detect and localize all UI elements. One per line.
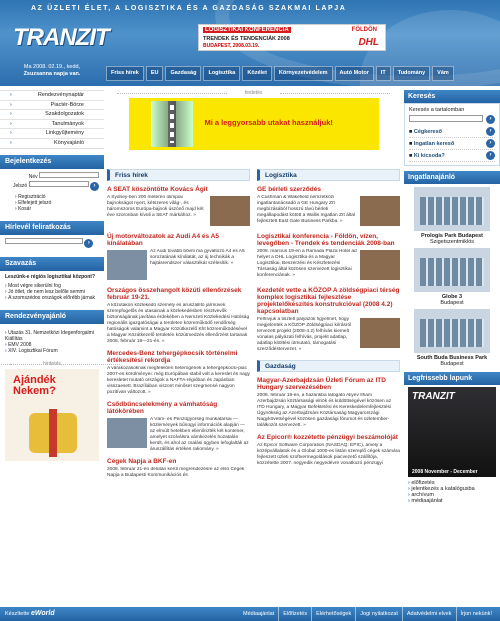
event-item[interactable]: › XIV. Logisztikai Fórum bbox=[5, 348, 99, 354]
article-title[interactable]: Mercedes-Benz tehergépkocsik történelmi értékesítési rekordja bbox=[107, 350, 238, 364]
footer-link[interactable]: Jogi nyilatkozat bbox=[355, 607, 402, 621]
go-button[interactable]: › bbox=[486, 127, 495, 136]
house-icon: ■ bbox=[409, 141, 414, 147]
footer-links bbox=[239, 607, 496, 621]
article bbox=[107, 233, 250, 282]
magazine-cover-title: TRANZIT bbox=[412, 391, 455, 402]
poll-answers bbox=[5, 283, 99, 301]
logistics-articles bbox=[257, 186, 400, 353]
search-box bbox=[404, 103, 500, 166]
property-location: Szigetszentmiklós bbox=[429, 239, 475, 245]
article bbox=[257, 377, 400, 429]
article-title[interactable]: GE bérleti szerződés bbox=[257, 186, 321, 193]
economy-articles bbox=[257, 377, 400, 467]
article-summary: Az Epicor Software Corporation (NASDAQ: EPIC), amely a középvállalatok és a Global 1000-es listán szereplő cégek számára fejleszett üzleti szoftvermegoldások piacvezető szállítója, közzétette 2007. negyedik negyedévre vonatkozó pénzügyi bbox=[257, 443, 400, 466]
article-thumbnail[interactable] bbox=[360, 250, 400, 280]
article bbox=[107, 287, 250, 345]
tagline: AZ ÜZLETI ÉLET, A LOGISZTIKA ÉS A GAZDASÁG SZAKMAI LAPJA bbox=[31, 5, 347, 12]
article bbox=[257, 287, 400, 353]
nav-item[interactable]: Tudomány bbox=[393, 66, 430, 81]
property-header: Ingatlanajánló bbox=[404, 171, 500, 184]
newsletter-header: Hírlevél feliratkozás bbox=[0, 221, 104, 235]
article-title[interactable]: Országos összehangolt közúti ellenőrzések február 19-21. bbox=[107, 287, 242, 301]
left-menu-item[interactable]: › Szakdolgozatok bbox=[0, 109, 104, 119]
property-name[interactable]: Prologis Park Budapest Szigetszentmiklós bbox=[404, 233, 500, 245]
search-link-row bbox=[409, 126, 495, 138]
search-button[interactable]: › bbox=[486, 115, 495, 124]
article-summary: 2008. február 21-én délután kerül megrendezésre az első Cégek Napja a Budapesti Kommunikációs és bbox=[107, 467, 245, 478]
page-header bbox=[0, 0, 500, 86]
article-thumbnail[interactable] bbox=[210, 196, 250, 226]
nav-item[interactable]: IT bbox=[376, 66, 391, 81]
article-title[interactable]: Csődbűncselekmény a vámhatóság látókörében bbox=[107, 401, 218, 415]
left-menu-item[interactable]: › Tanulmányok bbox=[0, 119, 104, 129]
article-thumbnail[interactable] bbox=[360, 318, 400, 348]
property-list bbox=[404, 187, 500, 367]
poll-box bbox=[0, 271, 104, 304]
article bbox=[107, 458, 250, 479]
dhl-logo: DHL bbox=[358, 37, 379, 48]
ad-label: hirdetés bbox=[107, 90, 400, 96]
newsletter-submit-button[interactable]: › bbox=[84, 239, 93, 248]
header-ad-banner[interactable] bbox=[198, 24, 386, 51]
article-title[interactable]: A SEAT köszöntötte Kovács Ágit bbox=[107, 186, 208, 193]
article-thumbnail[interactable] bbox=[107, 418, 147, 448]
search-link-row bbox=[409, 138, 495, 150]
site-logo[interactable]: TRANZIT bbox=[13, 24, 109, 51]
main-nav bbox=[0, 62, 500, 86]
column-title: Gazdaság bbox=[257, 360, 400, 372]
left-menu-item[interactable]: › Könyvajánló bbox=[0, 138, 104, 148]
go-button[interactable]: › bbox=[486, 151, 495, 160]
article-summary: Felhívjuk a tisztelt pályázók figyelmét, hogy megjelentek a KÖZOP Zöldségpiaci kiírásról tervezett projekt (2008-4.2) felhívás kiemelt vonalas pályázati felhívás, projekt adatlap, adatlap kitöltési útmutató, támogatási szerződéstervezet. » bbox=[257, 317, 400, 353]
magazine-cover[interactable] bbox=[408, 387, 496, 477]
article-title[interactable]: Cégek Napja a BKF-en bbox=[107, 458, 177, 465]
password-label: Jelszó bbox=[13, 182, 28, 189]
center-ad-banner[interactable] bbox=[129, 98, 379, 150]
left-menu bbox=[0, 90, 104, 149]
go-button[interactable]: › bbox=[486, 139, 495, 148]
article-summary: A Vám- és Pénzügyőrség munkatársai — közlemények bűnügyi információk alapján — az elmúlt hetekben ellenőrizték két kontener, amelyet szolválsra vámkezelés hozatalán került, és ahol az csalási ügyben lefoglalták az áruszállítás értékes rakomány. » bbox=[107, 417, 250, 453]
main-content bbox=[107, 90, 400, 478]
left-sidebar bbox=[0, 90, 104, 463]
magazine-header: Legfrissebb lapunk bbox=[404, 372, 500, 385]
poll-answer[interactable]: › A szomszédos országok előrébb járnak bbox=[5, 295, 99, 301]
ad-subtitle: TRENDEK ÉS TENDENCIÁK 2008 bbox=[203, 36, 290, 42]
login-link[interactable]: › Elfelejett jelszó bbox=[15, 200, 99, 206]
column-title: Logisztika bbox=[257, 169, 400, 181]
article-thumbnail[interactable] bbox=[107, 250, 147, 280]
ad-date: BUDAPEST, 2008.03.19. bbox=[203, 43, 260, 49]
right-sidebar bbox=[404, 90, 500, 504]
article-title[interactable]: Magyar-Azerbajdzsán Üzleti Fórum az ITD Hungary szervezésében bbox=[257, 377, 386, 391]
magazine-link[interactable]: › előfizetés bbox=[408, 480, 500, 486]
logistics-column bbox=[257, 169, 400, 467]
poll-answer[interactable]: › Jó ötlet, de nem lesz belőle semmi bbox=[5, 289, 99, 295]
property-location: Budapest bbox=[440, 361, 464, 367]
article bbox=[107, 401, 250, 453]
events-list bbox=[5, 330, 99, 354]
property-image[interactable] bbox=[414, 248, 490, 292]
login-box bbox=[0, 169, 104, 215]
search-link[interactable]: Cégkereső bbox=[413, 129, 442, 135]
search-link-row bbox=[409, 150, 495, 162]
event-item[interactable]: › EMV 2008 bbox=[5, 342, 99, 348]
left-menu-item[interactable]: › Rendezvénynaptár bbox=[0, 90, 104, 100]
nav-item[interactable]: Autó Motor bbox=[335, 66, 374, 81]
article bbox=[107, 350, 250, 396]
magazine-link[interactable]: › médiaajánlat bbox=[408, 498, 500, 504]
ad-sponsor: FÖLDÖN bbox=[351, 27, 377, 33]
login-header: Bejelentkezés bbox=[0, 155, 104, 169]
magazine-links bbox=[408, 480, 500, 504]
search-link[interactable]: Ingatlan kereső bbox=[413, 141, 455, 147]
nav-item[interactable]: Közélet bbox=[242, 66, 272, 81]
magazine-issue: 2008 November - December bbox=[412, 469, 478, 475]
article bbox=[107, 186, 250, 228]
poll-question: Leszünk-e régiós logisztikai központ? bbox=[5, 273, 96, 280]
ad-title: LOGISZTIKAI KONFERENCIA bbox=[205, 27, 289, 33]
nav-item[interactable]: EU bbox=[146, 66, 164, 81]
ad-label: hirdetés bbox=[0, 361, 104, 367]
left-menu-item[interactable]: › Linkgyűjtemény bbox=[0, 128, 104, 138]
nav-item[interactable]: Friss hírek bbox=[106, 66, 144, 81]
article-summary: A közutakon közlekedő személy és áruszállító járművek szerepfogelős és utasainak a közlekedésben résztvevők biztonságának javítása érdekében a Nemzeti Közlekedési Hatóság regionális igazgatóságai a területen közreműködő rendőrség hatóságok valamint a Magyar Közútkezelő Kht közreműködésével a Magyar Közútkezelő területén közútmedzés ellenőrzést tartanak 2008. február 19—21-én. » bbox=[107, 303, 250, 344]
footer-link[interactable]: Írjon nekünk! bbox=[456, 607, 497, 621]
ad-text: Ajándék Nekem? bbox=[13, 373, 56, 397]
poll-answer[interactable]: › Most végre sikerülni fog bbox=[5, 283, 99, 289]
article-title[interactable]: Az Epicor® kozzétette pénzügyi beszámolóját bbox=[257, 434, 398, 441]
search-input[interactable] bbox=[409, 115, 483, 122]
name-label: Név bbox=[28, 173, 38, 180]
newsletter-email-input[interactable] bbox=[5, 238, 83, 244]
nav-item[interactable]: Környezetvédelem bbox=[274, 66, 333, 81]
building-icon: ■ bbox=[409, 129, 414, 135]
search-label: Keresés a tartalomban bbox=[409, 107, 465, 113]
left-ad-banner[interactable] bbox=[5, 369, 99, 461]
article-summary: A Sydney-ben 200 méteren olimpiai bajnokságot nyert, kétszeres világ-, és háromszoros Európa-bajnok úszónő majd két éve szoronban kívüli a SEAT márkához. » bbox=[107, 195, 250, 228]
events-box bbox=[0, 324, 104, 357]
property-location: Budapest bbox=[440, 300, 464, 306]
property-image[interactable] bbox=[414, 187, 490, 231]
password-input[interactable] bbox=[29, 181, 89, 187]
search-header: Keresés bbox=[404, 90, 500, 103]
gift-icon bbox=[29, 413, 77, 453]
article-summary: A Cushman & Wakefield nemzetközi ingatlantanácsadó a GE Hungary Zrt megbízásából hosszú távú bérleti megállapodást kötött a Wallis Ingatlan Zrt által fejlesztett East Gate Business Parkba. » bbox=[257, 195, 400, 228]
login-links bbox=[15, 194, 99, 212]
property-name[interactable]: South Buda Business Park Budapest bbox=[404, 355, 500, 367]
news-column bbox=[107, 169, 250, 479]
nav-item[interactable]: Vám bbox=[432, 66, 454, 81]
article-summary: 2008. február 19-én, a hazánkba látogató Aliyev Ilham Azerbajdzsán köztársasági elnök és küldöttségével közösen az ITD Hungary, a Magyar Befektetési és Kereskedelemfejlesztési Ügynökség az Azerbajdzsáni Köztársaság Magyarországi Nagykövetségével közösen gazdasági fórumot és üzletember-találkozót szervezett. » bbox=[257, 393, 392, 428]
newsletter-box bbox=[0, 235, 104, 251]
search-links bbox=[409, 126, 495, 162]
article-title[interactable]: Kezdetét vette a KÖZOP A zöldségpiaci térség komplex logisztikai fejlesztése projektelőkészítés konstrukcióval (2008 4.2) kapcsolatban bbox=[257, 287, 400, 315]
login-link[interactable]: › Kosár bbox=[15, 206, 99, 212]
article-summary: Az Audi tovább bővíti ma gyváltozó A4 és A5 sorozatának kínálatát, az új technikák a hajtásrendszer választékát szélesítik. » bbox=[107, 249, 250, 282]
nav-list bbox=[106, 66, 454, 81]
article bbox=[257, 233, 400, 282]
banner-text: Mi a leggyorsabb utakat használjuk! bbox=[204, 118, 333, 127]
article-summary: A várakozásoknak megfelelően heterogének a tehergépkocsi-piac 2007-es körülményei: még Európában stabil volt a kereslet és nagy keresletet mutató országok a NAFTA-régióban és Japánban visszaesett. Brazíliában viszont minőset szegmensé nagyon pozitívan változott. » bbox=[107, 366, 250, 395]
date-display: Ma 2008. 02.19., kedd, Zsuzsanna napja van. bbox=[23, 64, 81, 77]
search-link[interactable]: Ki kicsoda? bbox=[413, 153, 445, 159]
footer-link[interactable]: Adatvédelmi elvek bbox=[402, 607, 456, 621]
article-summary: 2008. március 19-én a Ramada Plaza Hotel ad helyet a DHL Logisztika és a Magyar Logisztikai, Beszerzési és Készletezési Társaság által közösen szervezett logisztikai konferenciának. » bbox=[257, 249, 400, 282]
property-name[interactable]: Globe 3 Budapest bbox=[404, 294, 500, 306]
event-item[interactable]: › Utazás 31. Nemzetközi Idegenforgalmi Kiállítás bbox=[5, 330, 99, 342]
page-footer bbox=[0, 607, 500, 621]
road-image bbox=[151, 101, 193, 147]
footer-link[interactable]: Médiaajánlat bbox=[243, 611, 275, 617]
name-input[interactable] bbox=[39, 172, 99, 178]
login-button[interactable]: › bbox=[90, 182, 99, 191]
footer-link[interactable]: Elérhetőségek bbox=[311, 607, 355, 621]
nav-item[interactable]: Logisztika bbox=[203, 66, 240, 81]
events-header: Rendezvényajánló bbox=[0, 310, 104, 324]
article bbox=[257, 434, 400, 467]
magazine-link[interactable]: › archívum bbox=[408, 492, 500, 498]
column-title: Friss hírek bbox=[107, 169, 250, 181]
article-title[interactable]: Új motorváltozatok az Audi A4 és A5 kínálatában bbox=[107, 233, 219, 247]
article-thumbnail[interactable] bbox=[360, 196, 400, 226]
login-link[interactable]: › Regisztráció bbox=[15, 194, 99, 200]
poll-header: Szavazás bbox=[0, 257, 104, 271]
nav-item[interactable]: Gazdaság bbox=[165, 66, 201, 81]
article-title[interactable]: Logisztikai konferencia - Földön, vízen, levegőben - Trendek és tendenciák 2008-ban bbox=[257, 233, 395, 247]
made-by[interactable]: Készítette eWorld bbox=[5, 610, 55, 617]
footer-link[interactable]: Előfizetés bbox=[278, 607, 311, 621]
magazine-link[interactable]: › jelentkezés a katalógusba bbox=[408, 486, 500, 492]
article bbox=[257, 186, 400, 228]
person-icon: ■ bbox=[409, 153, 414, 159]
news-articles bbox=[107, 186, 250, 479]
property-image[interactable] bbox=[414, 309, 490, 353]
left-menu-item[interactable]: › Piactér-Börze bbox=[0, 100, 104, 110]
